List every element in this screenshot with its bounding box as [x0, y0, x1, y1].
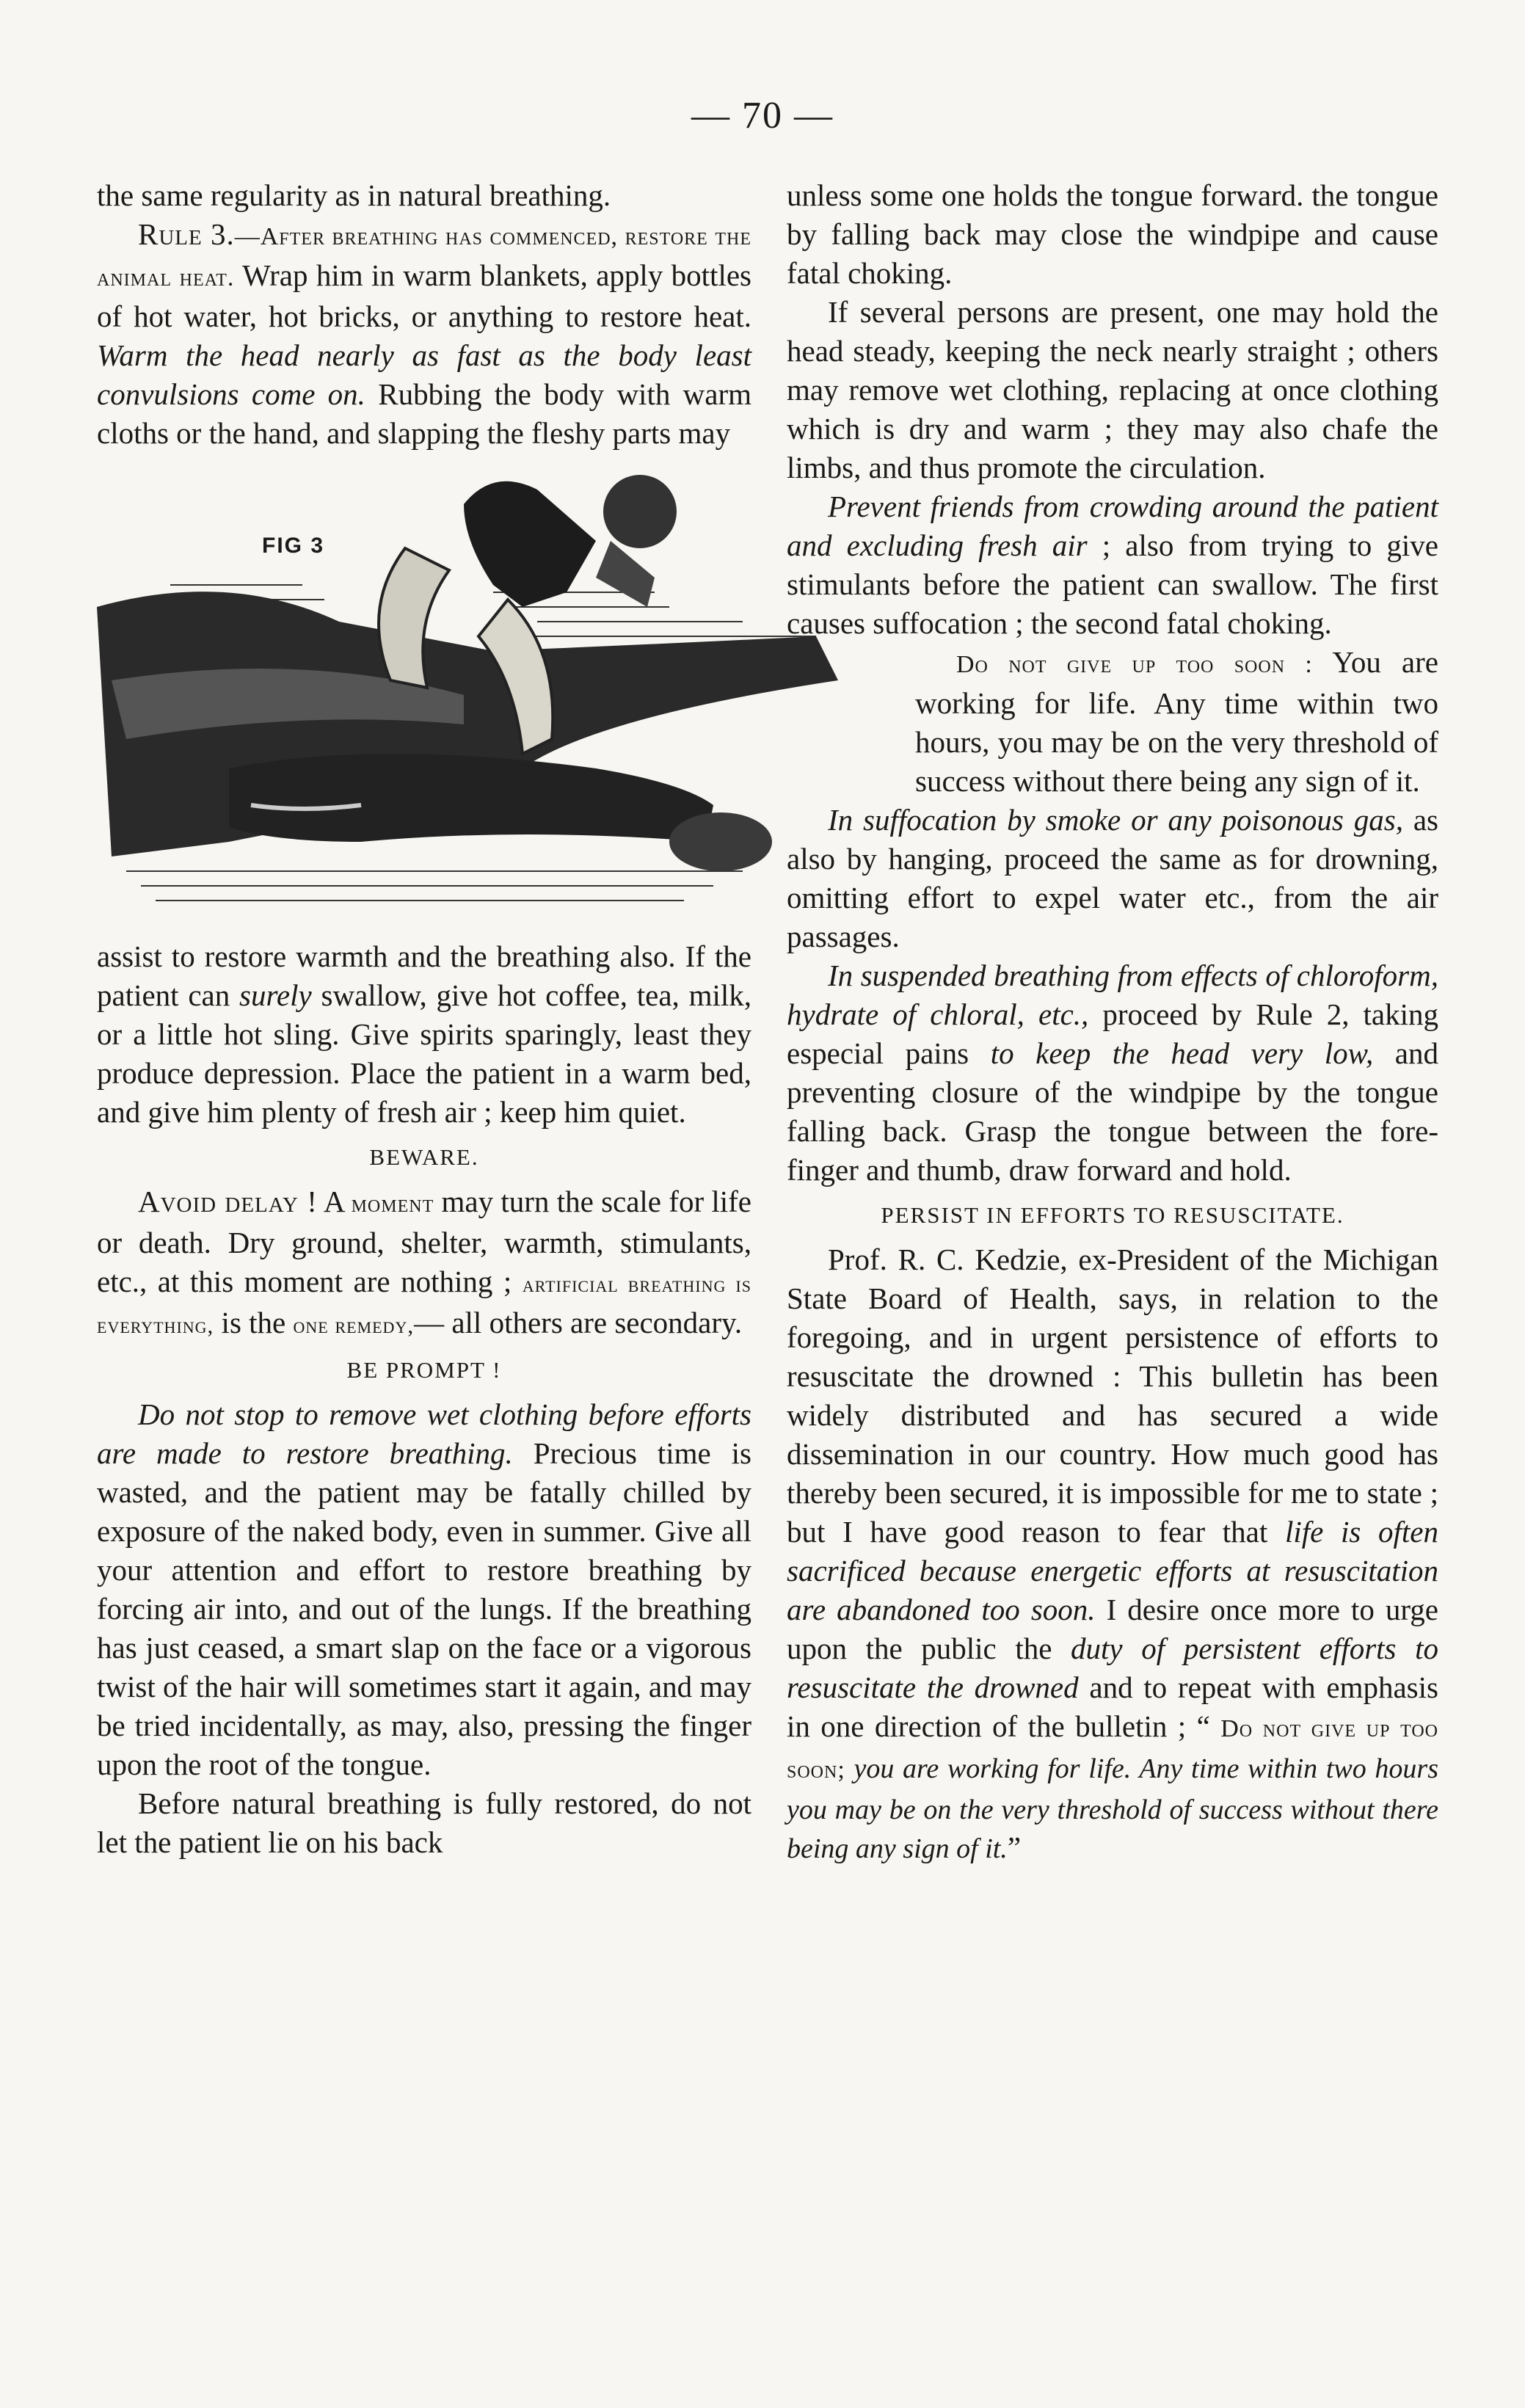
kedzie-text-1: Prof. R. C. Kedzie, ex-President of the Michigan State Board of Health, says, in relation to the foregoing, and in urgent persistence of efforts to resuscitate the drowned : This bulletin has been widely distributed and has secured a wide dissemination in our country. How much good has thereby been secured, it is impossible for me to state ; but I have good reason to fear that — [787, 1243, 1438, 1549]
avoid-text-3: is the — [214, 1306, 294, 1339]
kedzie-italic-3: you are working for life. Any time within two hours you may be on the very threshold of success without there being any sign of it. — [787, 1753, 1438, 1864]
rule-3-label: Rule 3. — [138, 217, 235, 251]
avoid-text-2: may turn the scale for life or death. Dry ground, shelter, warmth, stimulants, etc., at this moment are nothing ; — [97, 1185, 752, 1298]
resuscitation-illustration — [82, 460, 882, 930]
right-paragraph-1: unless some one holds the tongue forward. the tongue by falling back may close the windpipe and cause fatal choking. — [787, 178, 1438, 290]
chloroform-text-1: proceed by Rule 2, taking especial pains — [787, 997, 1438, 1070]
one-remedy-caps: one remedy, — [293, 1312, 415, 1338]
right-column — [787, 176, 1438, 1867]
beware-heading: BEWARE. — [369, 1144, 479, 1170]
left-paragraph-warmth — [97, 937, 751, 1132]
kedzie-paragraph — [787, 1240, 1438, 1867]
be-prompt-paragraph — [97, 1395, 751, 1784]
before-natural-paragraph: Before natural breathing is fully restored, do not let the patient lie on his back — [97, 1786, 751, 1859]
rule-3-text-2: Rubbing the body with warm cloths or the hand, and slapping the fleshy parts may — [97, 377, 751, 450]
avoid-delay-paragraph — [97, 1182, 751, 1345]
suffocation-italic: In suffocation by smoke or any poisonous gas, — [828, 803, 1403, 837]
warmth-text-1: assist to restore warmth and the breathing also. If the patient can — [97, 939, 751, 1012]
do-not-give-up-caps: Do not give up too soon : — [956, 651, 1313, 678]
chloroform-text-2: and preventing closure of the windpipe by the tongue falling back. Grasp the tongue between the fore-finger and thumb, draw forward and hold. — [787, 1036, 1439, 1187]
kedzie-italic-1: life is often sacrificed because energetic efforts at resuscitation are abandoned too soon. — [787, 1515, 1438, 1626]
crowding-text: ; also from trying to give stimulants before the patient can swallow. The first causes suffocation ; the second fatal choking. — [787, 528, 1438, 640]
rule-3-text: Wrap him in warm blankets, apply bottles of hot water, hot bricks, or anything to restore heat. — [97, 258, 751, 333]
crowding-italic: Prevent friends from crowding around the patient and excluding fresh air — [787, 490, 1438, 562]
left-paragraph-1: the same regularity as in natural breathing. — [97, 178, 611, 212]
suffocation-paragraph — [787, 801, 1438, 956]
do-not-give-up-text: You are working for life. Any time within two hours, you may be on the very threshold of success without there being any sign of it. — [915, 645, 1438, 798]
moment-caps: moment — [351, 1190, 434, 1218]
artificial-caps: artificial breathing is everything, — [97, 1271, 751, 1338]
chloroform-paragraph — [787, 956, 1438, 1190]
kedzie-caps: Do not give up too soon; — [787, 1715, 1438, 1783]
prompt-text: Precious time is wasted, and the patient may be fatally chilled by exposure of the naked body, even in summer. Give all your attention and effort to restore breathing by forcing air into, and out of the lungs. If the breathing has just ceased, a smart slap on the face or a vigorous twist of the hair will sometimes start it again, and may be tried incidentally, as may, also, pressing the finger upon the root of the tongue. — [97, 1436, 752, 1781]
warmth-text-2: swallow, give hot coffee, tea, milk, or a little hot sling. Give spirits sparingly, least they produce depression. Place the patient in a warm bed, and give him plenty of fresh air ; keep him quiet. — [97, 978, 751, 1129]
do-not-give-up-paragraph — [915, 643, 1438, 801]
warmth-italic: surely — [239, 978, 312, 1012]
rule-3-paragraph — [97, 215, 751, 453]
avoid-text-1: A — [317, 1185, 352, 1218]
suffocation-text: as also by hanging, proceed the same as for drowning, omitting effort to expel water etc., from the air passages. — [787, 803, 1438, 953]
be-prompt-heading: BE PROMPT ! — [346, 1357, 502, 1383]
chloroform-italic-2: to keep the head very low, — [990, 1036, 1374, 1070]
kedzie-italic-2: duty of persistent efforts to resuscitate the drowned — [787, 1632, 1438, 1704]
figure-label: FIG 3 — [262, 534, 325, 558]
avoid-delay-caps: Avoid delay ! — [138, 1185, 318, 1218]
figure-3-illustration — [82, 460, 882, 930]
kedzie-text-2: I desire once more to urge upon the public the — [787, 1593, 1438, 1665]
page-number: — 70 — — [691, 95, 834, 137]
prompt-italic: Do not stop to remove wet clothing before efforts are made to restore breathing. — [97, 1397, 751, 1470]
avoid-text-4: — all others are secondary. — [414, 1306, 743, 1339]
left-column — [97, 176, 751, 1862]
rule-3-italic: Warm the head nearly as fast as the body least convulsions come on. — [97, 338, 751, 411]
chloroform-italic-1: In suspended breathing from effects of chloroform, hydrate of chloral, etc., — [787, 959, 1438, 1031]
rule-3-heading: —After breathing has commenced, restore the animal heat. — [97, 223, 751, 291]
persist-heading: PERSIST IN EFFORTS TO RESUSCITATE. — [881, 1202, 1344, 1228]
kedzie-close-quote: ” — [1007, 1830, 1022, 1864]
crowding-paragraph — [787, 487, 1438, 643]
kedzie-text-3: and to repeat with emphasis in one direction of the bulletin ; “ — [787, 1670, 1438, 1743]
right-paragraph-2: If several persons are present, one may hold the head steady, keeping the neck nearly straight ; others may remove wet clothing, replacing at once clothing which is dry and warm ; they may also chafe the limbs, and thus promote the circulation. — [787, 295, 1438, 484]
